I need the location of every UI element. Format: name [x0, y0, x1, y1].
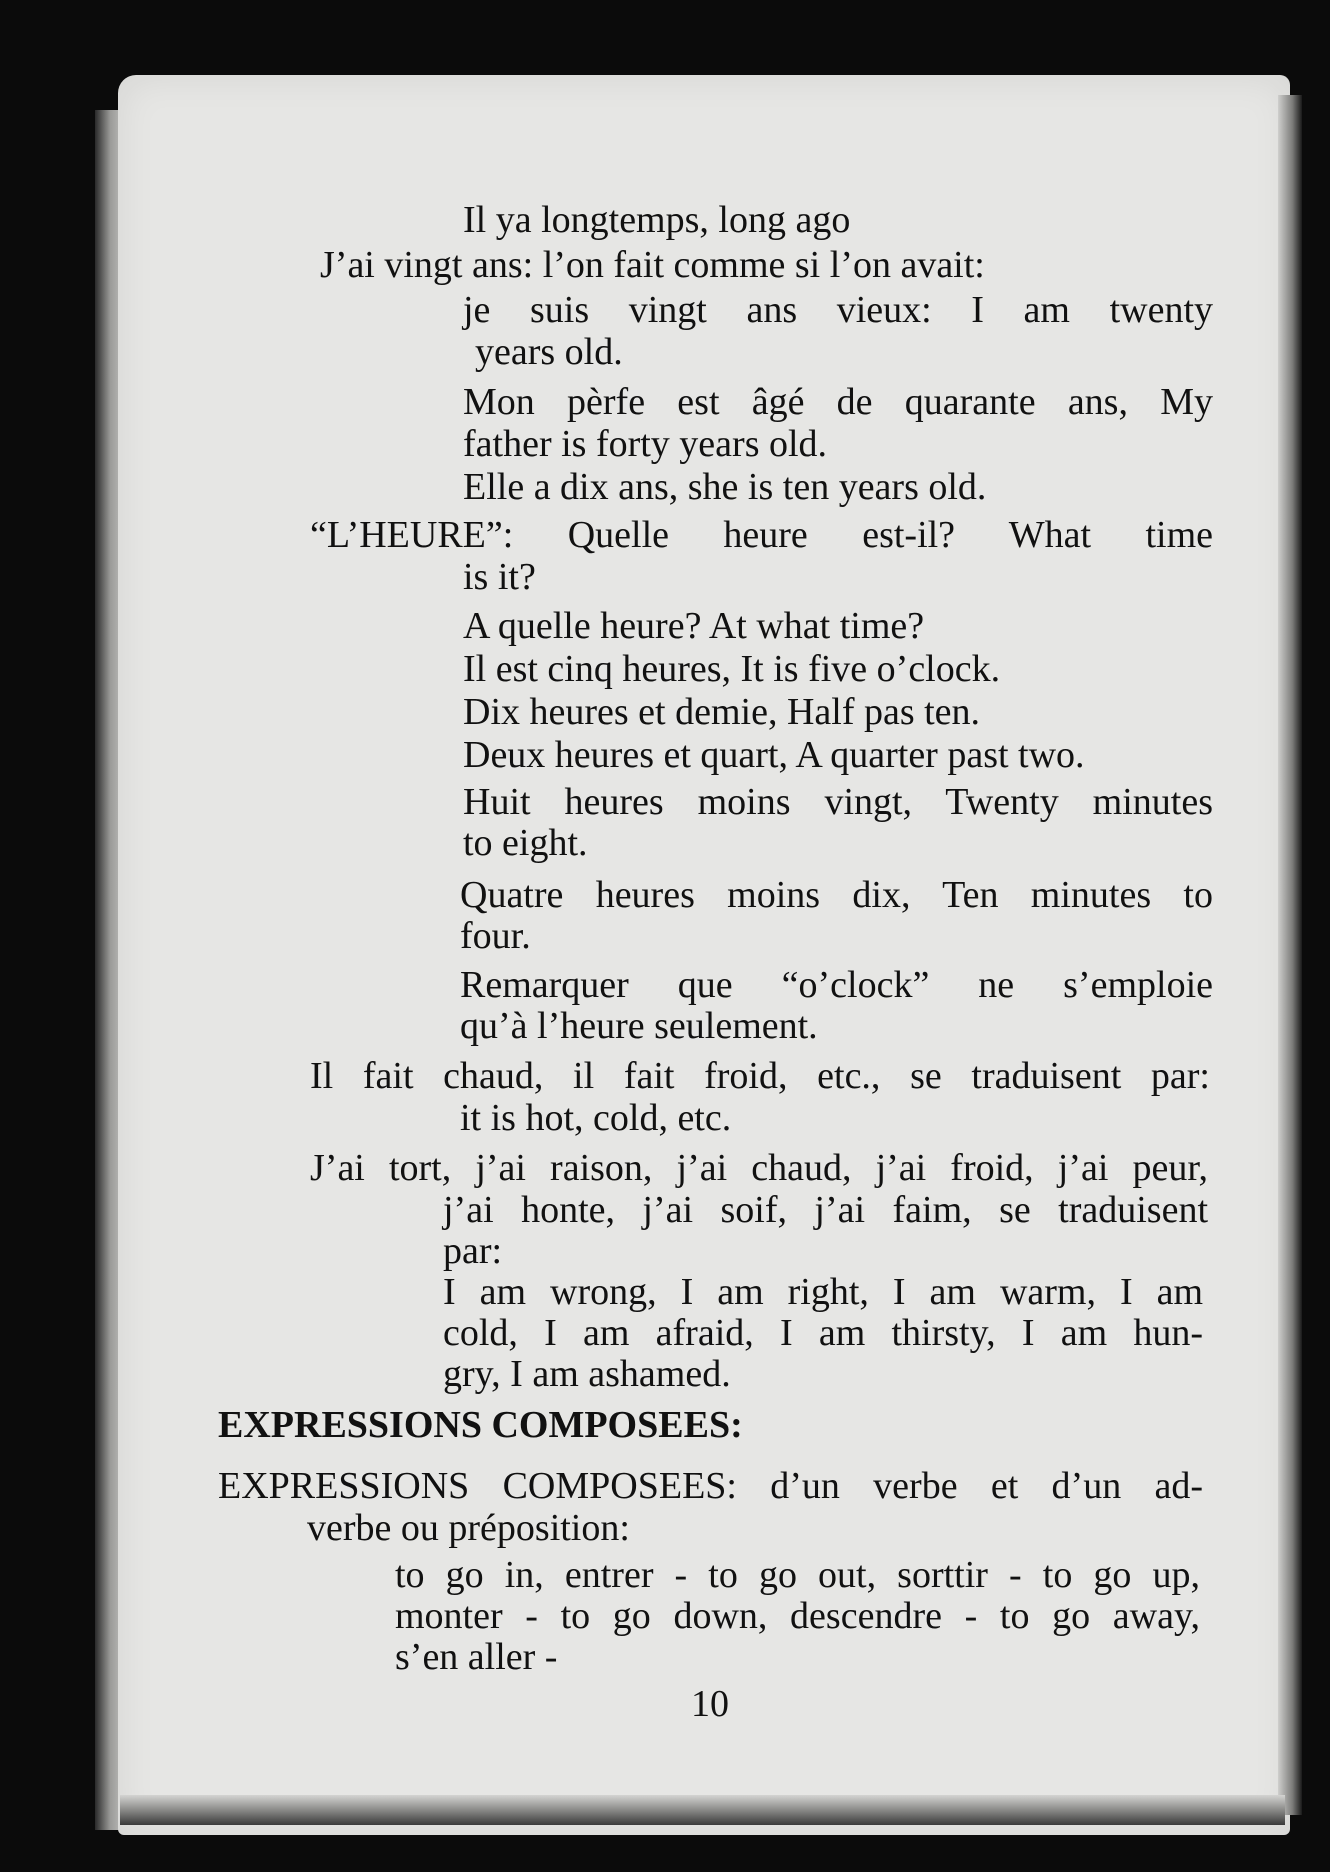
text-line: je suis vingt ans vieux: I am twenty [463, 289, 1213, 331]
text-line: Il ya longtemps, long ago [463, 199, 851, 241]
text-line: gry, I am ashamed. [443, 1353, 731, 1395]
text-line: j’ai honte, j’ai soif, j’ai faim, se traduisent [443, 1189, 1208, 1231]
text-line: EXPRESSIONS COMPOSEES: d’un verbe et d’un ad- [218, 1465, 1203, 1507]
book-edge-bottom [120, 1795, 1285, 1825]
text-line: par: [443, 1230, 503, 1272]
text-line: Mon pèrfe est âgé de quarante ans, My [463, 381, 1213, 423]
text-line: Remarquer que “o’clock” ne s’emploie [460, 964, 1213, 1006]
text-line: is it? [463, 556, 536, 598]
text-line: Il est cinq heures, It is five o’clock. [463, 648, 1001, 690]
text-line: I am wrong, I am right, I am warm, I am [443, 1271, 1203, 1313]
text-line: Deux heures et quart, A quarter past two. [463, 734, 1085, 776]
text-line: Huit heures moins vingt, Twenty minutes [463, 781, 1213, 823]
text-line: it is hot, cold, etc. [460, 1097, 732, 1139]
text-line: years old. [475, 331, 623, 373]
text-line: Elle a dix ans, she is ten years old. [463, 466, 987, 508]
text-line: Quatre heures moins dix, Ten minutes to [460, 874, 1213, 916]
text-line: “L’HEURE”: Quelle heure est-il? What time [310, 514, 1213, 556]
text-line: father is forty years old. [463, 423, 828, 465]
text-line: J’ai tort, j’ai raison, j’ai chaud, j’ai froid, j’ai peur, [310, 1147, 1208, 1189]
text-line: monter - to go down, descendre - to go away, [395, 1595, 1200, 1637]
text-line: J’ai vingt ans: l’on fait comme si l’on avait: [320, 244, 985, 286]
text-line: Dix heures et demie, Half pas ten. [463, 691, 981, 733]
text-line: four. [460, 915, 531, 957]
text-line: to go in, entrer - to go out, sorttir - to go up, [395, 1554, 1200, 1596]
text-line: s’en aller - [395, 1636, 558, 1678]
text-line: cold, I am afraid, I am thirsty, I am hun- [443, 1312, 1203, 1354]
text-line: A quelle heure? At what time? [463, 605, 925, 647]
text-line: Il fait chaud, il fait froid, etc., se traduisent par: [310, 1055, 1210, 1097]
section-heading: EXPRESSIONS COMPOSEES: [218, 1404, 743, 1446]
page-number: 10 [691, 1683, 729, 1725]
book-edge-right [1278, 95, 1302, 1815]
text-line: verbe ou préposition: [307, 1507, 630, 1549]
text-line: qu’à l’heure seulement. [460, 1005, 818, 1047]
text-line: to eight. [463, 822, 588, 864]
